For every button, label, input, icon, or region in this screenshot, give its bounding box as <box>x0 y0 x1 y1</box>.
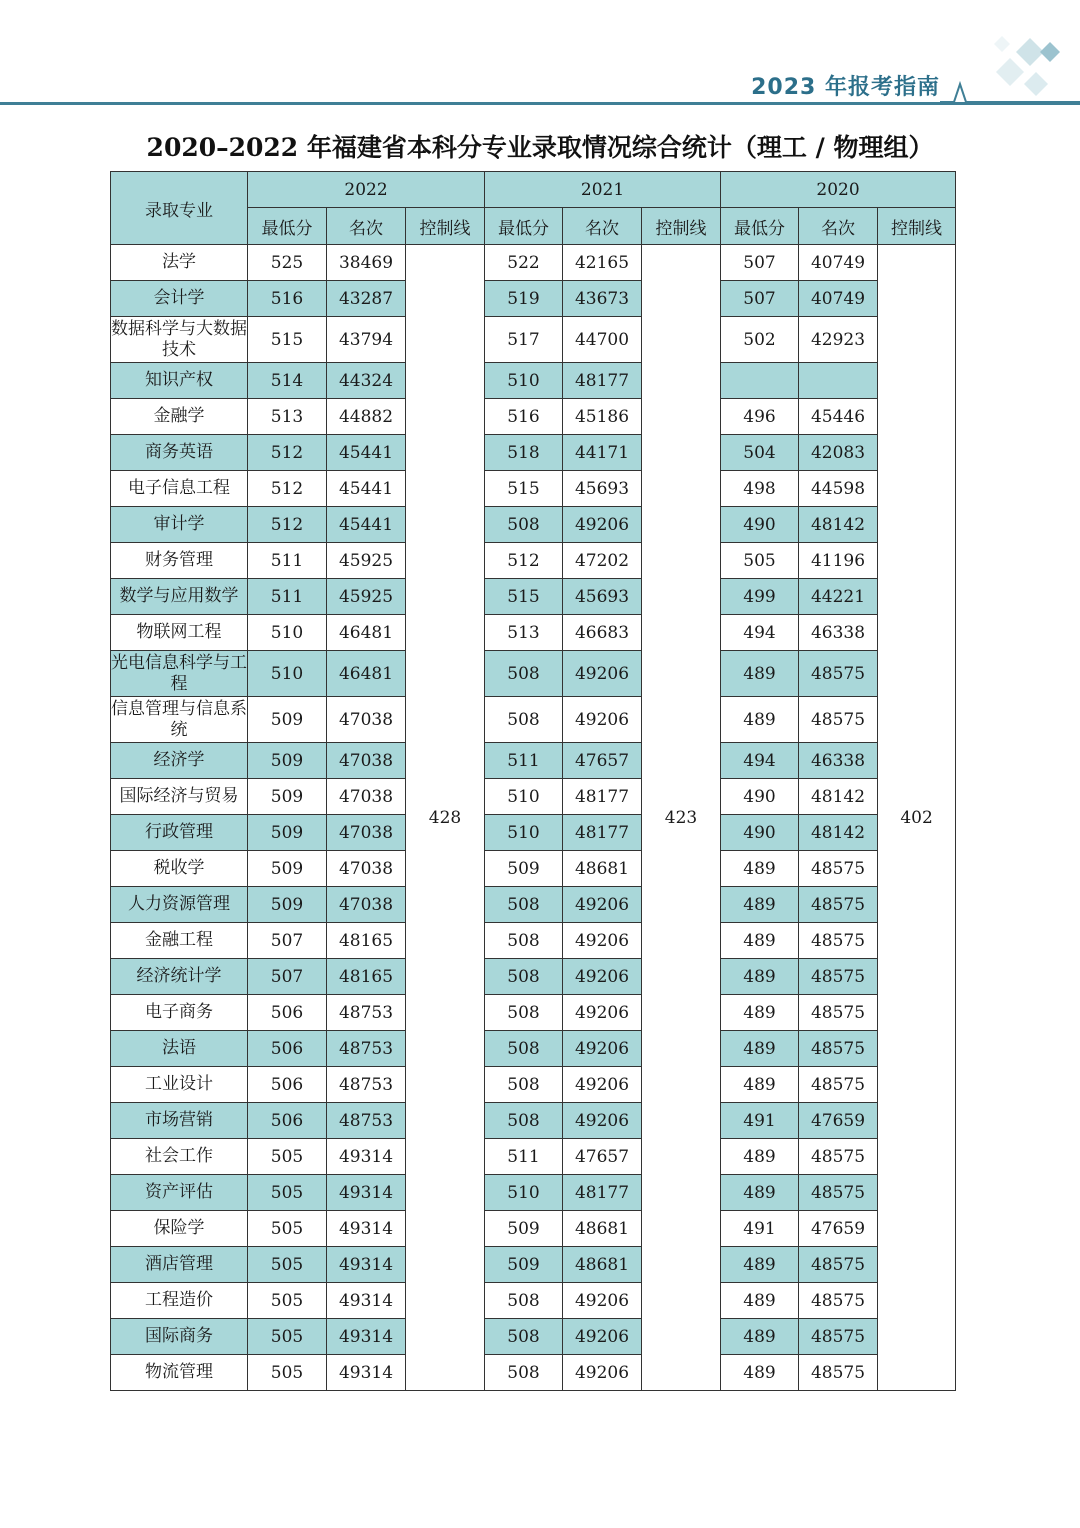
min-score-cell: 489 <box>721 1355 799 1391</box>
year-header-2022: 2022 <box>248 172 485 208</box>
table-row <box>111 923 956 959</box>
min-score-cell: 489 <box>721 651 799 697</box>
min-score-cell: 508 <box>485 1103 563 1139</box>
rank-cell: 47038 <box>327 743 406 779</box>
rank-cell: 48142 <box>799 779 878 815</box>
min-score-cell: 489 <box>721 1247 799 1283</box>
diamond-decoration-icon <box>940 28 1080 108</box>
table-row <box>111 779 956 815</box>
min-score-cell: 499 <box>721 579 799 615</box>
rank-cell: 38469 <box>327 245 406 281</box>
rank-cell: 49206 <box>563 887 642 923</box>
rank-cell: 49206 <box>563 959 642 995</box>
min-score-cell: 509 <box>485 1211 563 1247</box>
table-row <box>111 1175 956 1211</box>
min-score-cell: 508 <box>485 887 563 923</box>
rank-cell: 47202 <box>563 543 642 579</box>
min-score-cell: 491 <box>721 1211 799 1247</box>
table-row <box>111 471 956 507</box>
min-score-cell: 507 <box>721 245 799 281</box>
min-score-cell: 509 <box>248 743 327 779</box>
min-score-cell: 509 <box>485 851 563 887</box>
header-rule <box>0 102 1080 105</box>
min-score-cell: 507 <box>248 959 327 995</box>
rank-cell: 48575 <box>799 651 878 697</box>
table-row <box>111 317 956 363</box>
rank-cell: 40749 <box>799 245 878 281</box>
rank-cell: 46338 <box>799 615 878 651</box>
min-score-cell: 515 <box>485 471 563 507</box>
rank-cell: 48681 <box>563 851 642 887</box>
min-score-cell: 489 <box>721 959 799 995</box>
major-cell: 工业设计 <box>111 1067 248 1103</box>
header-title: 2023 年报考指南 <box>751 75 940 100</box>
control-line-header: 控制线 <box>642 208 721 245</box>
min-score-cell: 506 <box>248 1067 327 1103</box>
min-score-cell: 508 <box>485 995 563 1031</box>
min-score-cell: 511 <box>248 543 327 579</box>
rank-cell: 49206 <box>563 1103 642 1139</box>
rank-cell: 48753 <box>327 1103 406 1139</box>
rank-cell: 49206 <box>563 1319 642 1355</box>
table-row <box>111 697 956 743</box>
min-score-cell: 505 <box>248 1283 327 1319</box>
min-score-cell: 508 <box>485 651 563 697</box>
rank-cell: 46683 <box>563 615 642 651</box>
min-score-cell: 489 <box>721 851 799 887</box>
rank-cell: 49206 <box>563 1355 642 1391</box>
min-score-cell: 505 <box>248 1211 327 1247</box>
rank-cell: 45925 <box>327 543 406 579</box>
major-cell: 财务管理 <box>111 543 248 579</box>
table-row <box>111 1247 956 1283</box>
major-cell: 行政管理 <box>111 815 248 851</box>
rank-cell: 48575 <box>799 1283 878 1319</box>
rank-cell: 45925 <box>327 579 406 615</box>
rank-cell: 47657 <box>563 1139 642 1175</box>
table-row <box>111 399 956 435</box>
rank-cell: 45693 <box>563 471 642 507</box>
major-cell: 会计学 <box>111 281 248 317</box>
min-score-cell: 509 <box>248 779 327 815</box>
major-cell: 经济学 <box>111 743 248 779</box>
table-row <box>111 1319 956 1355</box>
min-score-cell: 494 <box>721 615 799 651</box>
table-row <box>111 281 956 317</box>
rank-cell: 48575 <box>799 995 878 1031</box>
min-score-cell: 508 <box>485 1067 563 1103</box>
rank-cell: 48575 <box>799 1031 878 1067</box>
rank-header: 名次 <box>563 208 642 245</box>
rank-cell: 42923 <box>799 317 878 363</box>
min-score-cell: 509 <box>248 815 327 851</box>
rank-cell: 48575 <box>799 851 878 887</box>
table-row <box>111 743 956 779</box>
rank-cell: 48142 <box>799 815 878 851</box>
min-score-cell: 510 <box>485 1175 563 1211</box>
min-score-cell: 508 <box>485 1283 563 1319</box>
rank-cell: 49206 <box>563 651 642 697</box>
rank-cell: 42165 <box>563 245 642 281</box>
rank-cell: 47038 <box>327 779 406 815</box>
min-score-cell: 516 <box>485 399 563 435</box>
rank-cell: 47038 <box>327 815 406 851</box>
min-score-cell: 505 <box>248 1139 327 1175</box>
rank-cell: 49314 <box>327 1247 406 1283</box>
table-row <box>111 1139 956 1175</box>
min-score-cell: 489 <box>721 1139 799 1175</box>
min-score-cell <box>721 363 799 399</box>
table-row <box>111 579 956 615</box>
major-cell: 法语 <box>111 1031 248 1067</box>
major-cell: 物联网工程 <box>111 615 248 651</box>
rank-cell: 45186 <box>563 399 642 435</box>
rank-header: 名次 <box>327 208 406 245</box>
rank-cell: 49206 <box>563 1067 642 1103</box>
min-score-cell: 509 <box>248 697 327 743</box>
min-score-cell: 509 <box>248 887 327 923</box>
major-cell: 审计学 <box>111 507 248 543</box>
min-score-cell: 496 <box>721 399 799 435</box>
rank-cell: 49206 <box>563 923 642 959</box>
rank-cell: 42083 <box>799 435 878 471</box>
min-score-cell: 508 <box>485 923 563 959</box>
major-cell: 工程造价 <box>111 1283 248 1319</box>
min-score-cell: 508 <box>485 697 563 743</box>
major-cell: 物流管理 <box>111 1355 248 1391</box>
rank-cell: 48681 <box>563 1247 642 1283</box>
min-score-cell: 490 <box>721 815 799 851</box>
major-header: 录取专业 <box>111 172 248 245</box>
table-row <box>111 959 956 995</box>
table-row <box>111 363 956 399</box>
control-line-header: 控制线 <box>878 208 956 245</box>
rank-cell: 44882 <box>327 399 406 435</box>
min-score-cell: 505 <box>721 543 799 579</box>
table-row <box>111 1355 956 1391</box>
rank-cell: 41196 <box>799 543 878 579</box>
min-score-cell: 502 <box>721 317 799 363</box>
rank-cell: 43673 <box>563 281 642 317</box>
min-score-cell: 505 <box>248 1319 327 1355</box>
min-score-cell: 512 <box>248 507 327 543</box>
rank-cell: 48177 <box>563 815 642 851</box>
min-score-cell: 498 <box>721 471 799 507</box>
table-row <box>111 435 956 471</box>
min-score-cell: 512 <box>248 435 327 471</box>
rank-cell: 48177 <box>563 1175 642 1211</box>
rank-cell: 47659 <box>799 1211 878 1247</box>
min-score-cell: 512 <box>485 543 563 579</box>
min-score-cell: 517 <box>485 317 563 363</box>
rank-cell: 46338 <box>799 743 878 779</box>
major-cell: 社会工作 <box>111 1139 248 1175</box>
table-body <box>111 245 956 1391</box>
min-score-cell: 508 <box>485 1319 563 1355</box>
table-row <box>111 615 956 651</box>
min-score-cell: 489 <box>721 995 799 1031</box>
min-score-cell: 491 <box>721 1103 799 1139</box>
rank-cell: 49206 <box>563 507 642 543</box>
rank-cell: 45446 <box>799 399 878 435</box>
table-row <box>111 1103 956 1139</box>
min-score-cell: 510 <box>248 615 327 651</box>
min-score-header: 最低分 <box>485 208 563 245</box>
rank-cell: 40749 <box>799 281 878 317</box>
major-cell: 电子信息工程 <box>111 471 248 507</box>
min-score-cell: 510 <box>485 363 563 399</box>
admission-table <box>110 171 956 1391</box>
rank-cell: 46481 <box>327 615 406 651</box>
min-score-cell: 511 <box>485 743 563 779</box>
min-score-cell: 489 <box>721 1283 799 1319</box>
major-cell: 法学 <box>111 245 248 281</box>
rank-cell: 49314 <box>327 1139 406 1175</box>
rank-cell: 48575 <box>799 1139 878 1175</box>
rank-cell <box>799 363 878 399</box>
min-score-cell: 508 <box>485 959 563 995</box>
min-score-cell: 507 <box>721 281 799 317</box>
rank-cell: 45441 <box>327 471 406 507</box>
year-header-2021: 2021 <box>485 172 721 208</box>
min-score-cell: 511 <box>485 1139 563 1175</box>
major-cell: 数据科学与大数据技术 <box>111 317 248 363</box>
major-cell: 税收学 <box>111 851 248 887</box>
major-cell: 数学与应用数学 <box>111 579 248 615</box>
major-cell: 人力资源管理 <box>111 887 248 923</box>
rank-cell: 48575 <box>799 923 878 959</box>
min-score-cell: 489 <box>721 923 799 959</box>
rank-cell: 47657 <box>563 743 642 779</box>
rank-cell: 47038 <box>327 697 406 743</box>
rank-cell: 48575 <box>799 1319 878 1355</box>
rank-cell: 45693 <box>563 579 642 615</box>
rank-cell: 44598 <box>799 471 878 507</box>
min-score-cell: 511 <box>248 579 327 615</box>
min-score-cell: 489 <box>721 1031 799 1067</box>
rank-cell: 48177 <box>563 363 642 399</box>
rank-cell: 44700 <box>563 317 642 363</box>
min-score-cell: 510 <box>248 651 327 697</box>
min-score-cell: 506 <box>248 995 327 1031</box>
rank-cell: 49314 <box>327 1211 406 1247</box>
rank-cell: 48165 <box>327 923 406 959</box>
min-score-cell: 515 <box>485 579 563 615</box>
rank-cell: 48575 <box>799 959 878 995</box>
rank-header: 名次 <box>799 208 878 245</box>
min-score-cell: 509 <box>248 851 327 887</box>
min-score-cell: 504 <box>721 435 799 471</box>
min-score-cell: 508 <box>485 1355 563 1391</box>
min-score-cell: 514 <box>248 363 327 399</box>
major-cell: 资产评估 <box>111 1175 248 1211</box>
rank-cell: 47659 <box>799 1103 878 1139</box>
major-cell: 金融工程 <box>111 923 248 959</box>
rank-cell: 48575 <box>799 1175 878 1211</box>
control-line-cell: 423 <box>642 245 721 1391</box>
rank-cell: 45441 <box>327 435 406 471</box>
table-row <box>111 245 956 281</box>
table-row <box>111 851 956 887</box>
table-row <box>111 815 956 851</box>
min-score-cell: 513 <box>485 615 563 651</box>
rank-cell: 48575 <box>799 887 878 923</box>
rank-cell: 49206 <box>563 1283 642 1319</box>
min-score-cell: 505 <box>248 1355 327 1391</box>
min-score-cell: 489 <box>721 1175 799 1211</box>
min-score-header: 最低分 <box>248 208 327 245</box>
rank-cell: 48142 <box>799 507 878 543</box>
rank-cell: 48681 <box>563 1211 642 1247</box>
rank-cell: 43794 <box>327 317 406 363</box>
min-score-cell: 494 <box>721 743 799 779</box>
min-score-cell: 525 <box>248 245 327 281</box>
rank-cell: 46481 <box>327 651 406 697</box>
min-score-cell: 507 <box>248 923 327 959</box>
rank-cell: 47038 <box>327 887 406 923</box>
rank-cell: 43287 <box>327 281 406 317</box>
min-score-header: 最低分 <box>721 208 799 245</box>
rank-cell: 48575 <box>799 1067 878 1103</box>
table-row <box>111 1031 956 1067</box>
major-cell: 商务英语 <box>111 435 248 471</box>
rank-cell: 49206 <box>563 1031 642 1067</box>
major-cell: 经济统计学 <box>111 959 248 995</box>
page-title: 2020–2022 年福建省本科分专业录取情况综合统计（理工 / 物理组） <box>146 133 934 162</box>
major-cell: 保险学 <box>111 1211 248 1247</box>
rank-cell: 48753 <box>327 1031 406 1067</box>
rank-cell: 49314 <box>327 1283 406 1319</box>
min-score-cell: 512 <box>248 471 327 507</box>
min-score-cell: 489 <box>721 1319 799 1355</box>
rank-cell: 49314 <box>327 1175 406 1211</box>
min-score-cell: 489 <box>721 1067 799 1103</box>
major-cell: 酒店管理 <box>111 1247 248 1283</box>
rank-cell: 48177 <box>563 779 642 815</box>
table-row <box>111 887 956 923</box>
min-score-cell: 490 <box>721 507 799 543</box>
min-score-cell: 509 <box>485 1247 563 1283</box>
major-cell: 国际经济与贸易 <box>111 779 248 815</box>
control-line-cell: 428 <box>406 245 485 1391</box>
table-row <box>111 1211 956 1247</box>
min-score-cell: 513 <box>248 399 327 435</box>
min-score-cell: 510 <box>485 815 563 851</box>
major-cell: 电子商务 <box>111 995 248 1031</box>
control-line-header: 控制线 <box>406 208 485 245</box>
min-score-cell: 490 <box>721 779 799 815</box>
min-score-cell: 505 <box>248 1247 327 1283</box>
min-score-cell: 518 <box>485 435 563 471</box>
major-cell: 国际商务 <box>111 1319 248 1355</box>
table-row <box>111 543 956 579</box>
min-score-cell: 515 <box>248 317 327 363</box>
rank-cell: 49314 <box>327 1319 406 1355</box>
major-cell: 知识产权 <box>111 363 248 399</box>
min-score-cell: 489 <box>721 887 799 923</box>
table-row <box>111 1067 956 1103</box>
min-score-cell: 522 <box>485 245 563 281</box>
min-score-cell: 519 <box>485 281 563 317</box>
major-cell: 光电信息科学与工程 <box>111 651 248 697</box>
major-cell: 市场营销 <box>111 1103 248 1139</box>
control-line-cell: 402 <box>878 245 956 1391</box>
rank-cell: 48575 <box>799 1247 878 1283</box>
min-score-cell: 505 <box>248 1175 327 1211</box>
min-score-cell: 516 <box>248 281 327 317</box>
min-score-cell: 506 <box>248 1031 327 1067</box>
rank-cell: 45441 <box>327 507 406 543</box>
min-score-cell: 506 <box>248 1103 327 1139</box>
rank-cell: 48165 <box>327 959 406 995</box>
rank-cell: 47038 <box>327 851 406 887</box>
min-score-cell: 510 <box>485 779 563 815</box>
min-score-cell: 508 <box>485 1031 563 1067</box>
rank-cell: 44221 <box>799 579 878 615</box>
table-row <box>111 995 956 1031</box>
rank-cell: 44324 <box>327 363 406 399</box>
rank-cell: 48753 <box>327 995 406 1031</box>
table-row <box>111 507 956 543</box>
major-cell: 信息管理与信息系统 <box>111 697 248 743</box>
major-cell: 金融学 <box>111 399 248 435</box>
table-row <box>111 651 956 697</box>
min-score-cell: 508 <box>485 507 563 543</box>
rank-cell: 49314 <box>327 1355 406 1391</box>
rank-cell: 48575 <box>799 697 878 743</box>
rank-cell: 49206 <box>563 995 642 1031</box>
rank-cell: 44171 <box>563 435 642 471</box>
year-header-2020: 2020 <box>721 172 956 208</box>
rank-cell: 48575 <box>799 1355 878 1391</box>
table-row <box>111 1283 956 1319</box>
rank-cell: 49206 <box>563 697 642 743</box>
rank-cell: 48753 <box>327 1067 406 1103</box>
min-score-cell: 489 <box>721 697 799 743</box>
